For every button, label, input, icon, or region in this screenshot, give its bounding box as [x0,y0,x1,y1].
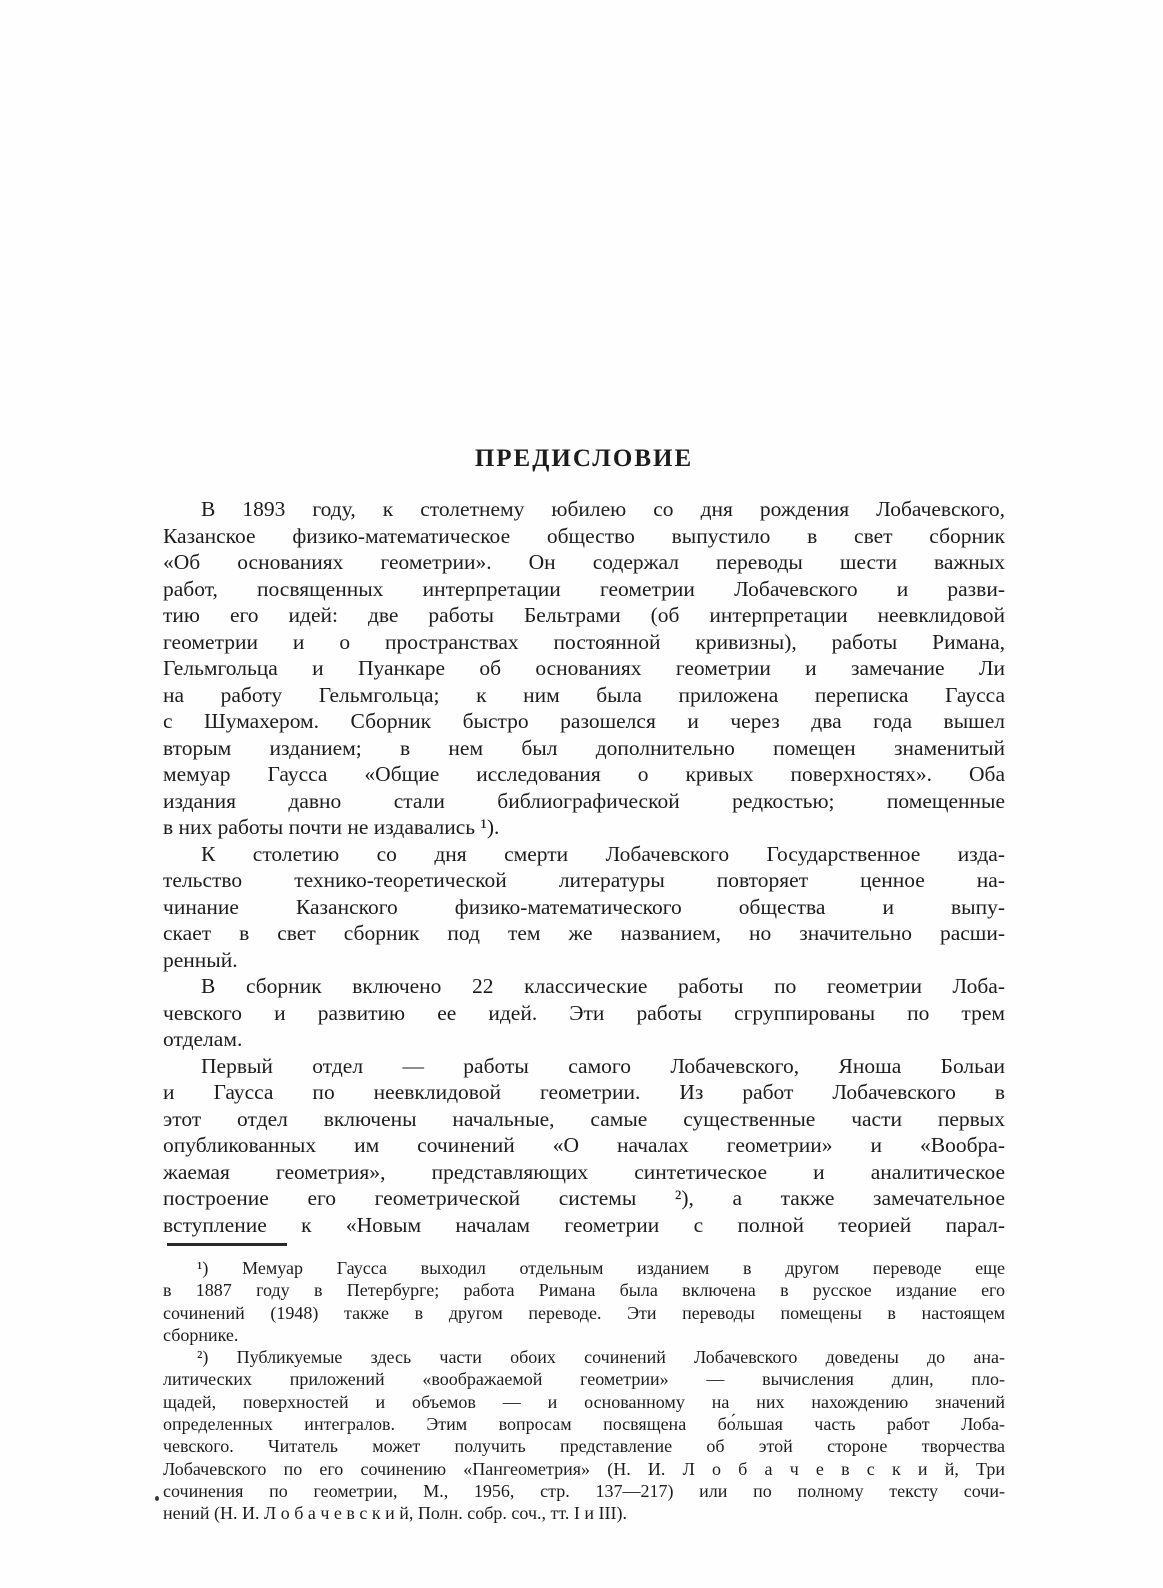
text-line: Казанское физико-математическое общество выпустило в свет сборник [163,523,1005,548]
text-line: и Гаусса по неевклидовой геометрии. Из работ Лобачевского в [163,1080,1005,1104]
text-line: тию его идей: две работы Бельтрами (об интерпретации неевклидовой [163,603,1005,627]
text-line: чинание Казанского физико-математического общества и выпу- [163,894,1005,919]
paragraph [163,1053,1005,1239]
text-line: ²) Публикуемые здесь части обоих сочинений Лобачевского доведены до ана- [197,1347,1005,1368]
text-line: литических приложений «воображаемой геометрии» — вычисления длин, пло- [163,1369,1005,1390]
text-line: чевского. Читатель может получить представление об этой стороне творчества [163,1436,1005,1457]
paragraph [163,841,1005,974]
text-line: ренный. [163,947,238,972]
preface-body [163,496,1005,1238]
text-line: мемуар Гаусса «Общие исследования о кривых поверхностях». Оба [163,762,1005,786]
text-line: отделам. [163,1027,243,1051]
text-line: вторым изданием; в нем был дополнительно помещен знаменитый [163,735,1005,760]
text-line: опубликованных им сочинений «О началах геометрии» и «Вообра- [163,1133,1005,1157]
text-line: с Шумахером. Сборник быстро разошелся и через два года вышел [163,709,1005,733]
paragraph [163,973,1005,1053]
text-line: сочинений (1948) также в другом переводе. Эти переводы помещены в настоящем [163,1302,1005,1323]
text-line: сборнике. [163,1324,239,1345]
text-line: скает в свет сборник под тем же названием, но значительно расши- [163,921,1005,945]
text-line: К столетию со дня смерти Лобачевского Государственное изда- [201,841,1005,866]
text-line: работ, посвященных интерпретации геометрии Лобачевского и разви- [163,576,1005,601]
text-line: нений (Н. И. Л о б а ч е в с к и й, Полн. собр. соч., тт. I и III). [163,1503,627,1524]
text-line: на работу Гельмгольца; к ним была приложена переписка Гаусса [163,682,1005,707]
text-line: жаемая геометрия», представляющих синтетическое и аналитическое [163,1159,1005,1184]
text-line: В 1893 году, к столетнему юбилею со дня рождения Лобачевского, [201,497,1005,521]
footnote [163,1346,1005,1524]
text-line: Гельмгольца и Пуанкаре об основаниях геометрии и замечание Ли [163,656,1005,680]
text-line: Первый отдел — работы самого Лобачевского, Яноша Больаи [201,1053,1005,1078]
text-line: в них работы почти не издавались ¹). [163,815,500,839]
text-line: Лобачевского по его сочинению «Пангеометрия» (Н. И. Л о б а ч е в с к и й, Три [163,1458,1005,1479]
text-line: В сборник включено 22 классические работы по геометрии Лоба- [201,974,1005,998]
text-line: этот отдел включены начальные, самые существенные части первых [163,1106,1005,1131]
text-line: построение его геометрической системы ²), а также замечательное [163,1186,1005,1210]
page-title: ПРЕДИСЛОВИЕ [474,445,694,472]
text-line: вступление к «Новым началам геометрии с полной теорией парал- [163,1212,1005,1237]
text-line: «Об основаниях геометрии». Он содержал переводы шести важных [163,550,1005,574]
text-line: чевского и развитию ее идей. Эти работы сгруппированы по трем [163,1000,1005,1025]
page-content [163,444,1005,1525]
text-line: издания давно стали библиографической редкостью; помещенные [163,788,1005,813]
text-line: щадей, поверхностей и объемов — и основанному на них нахождению значений [163,1391,1005,1412]
text-line: геометрии и о пространствах постоянной кривизны), работы Римана, [163,629,1005,654]
text-line: тельство технико-теоретической литературы повторяет ценное на- [163,868,1005,892]
text-line: определенных интегралов. Этим вопросам посвящена бо́льшая часть работ Лоба- [163,1414,1005,1435]
footnote-separator [167,1243,287,1246]
paragraph [163,496,1005,841]
text-line: ¹) Мемуар Гаусса выходил отдельным изданием в другом переводе еще [197,1258,1005,1278]
scan-artifact-dot [155,1496,159,1501]
footnote [163,1257,1005,1346]
text-line: сочинения по геометрии, М., 1956, стр. 137—217) или по полному тексту сочи- [163,1480,1005,1501]
text-line: в 1887 году в Петербурге; работа Римана была включена в русское издание его [163,1280,1005,1301]
footnotes-section [163,1257,1005,1525]
